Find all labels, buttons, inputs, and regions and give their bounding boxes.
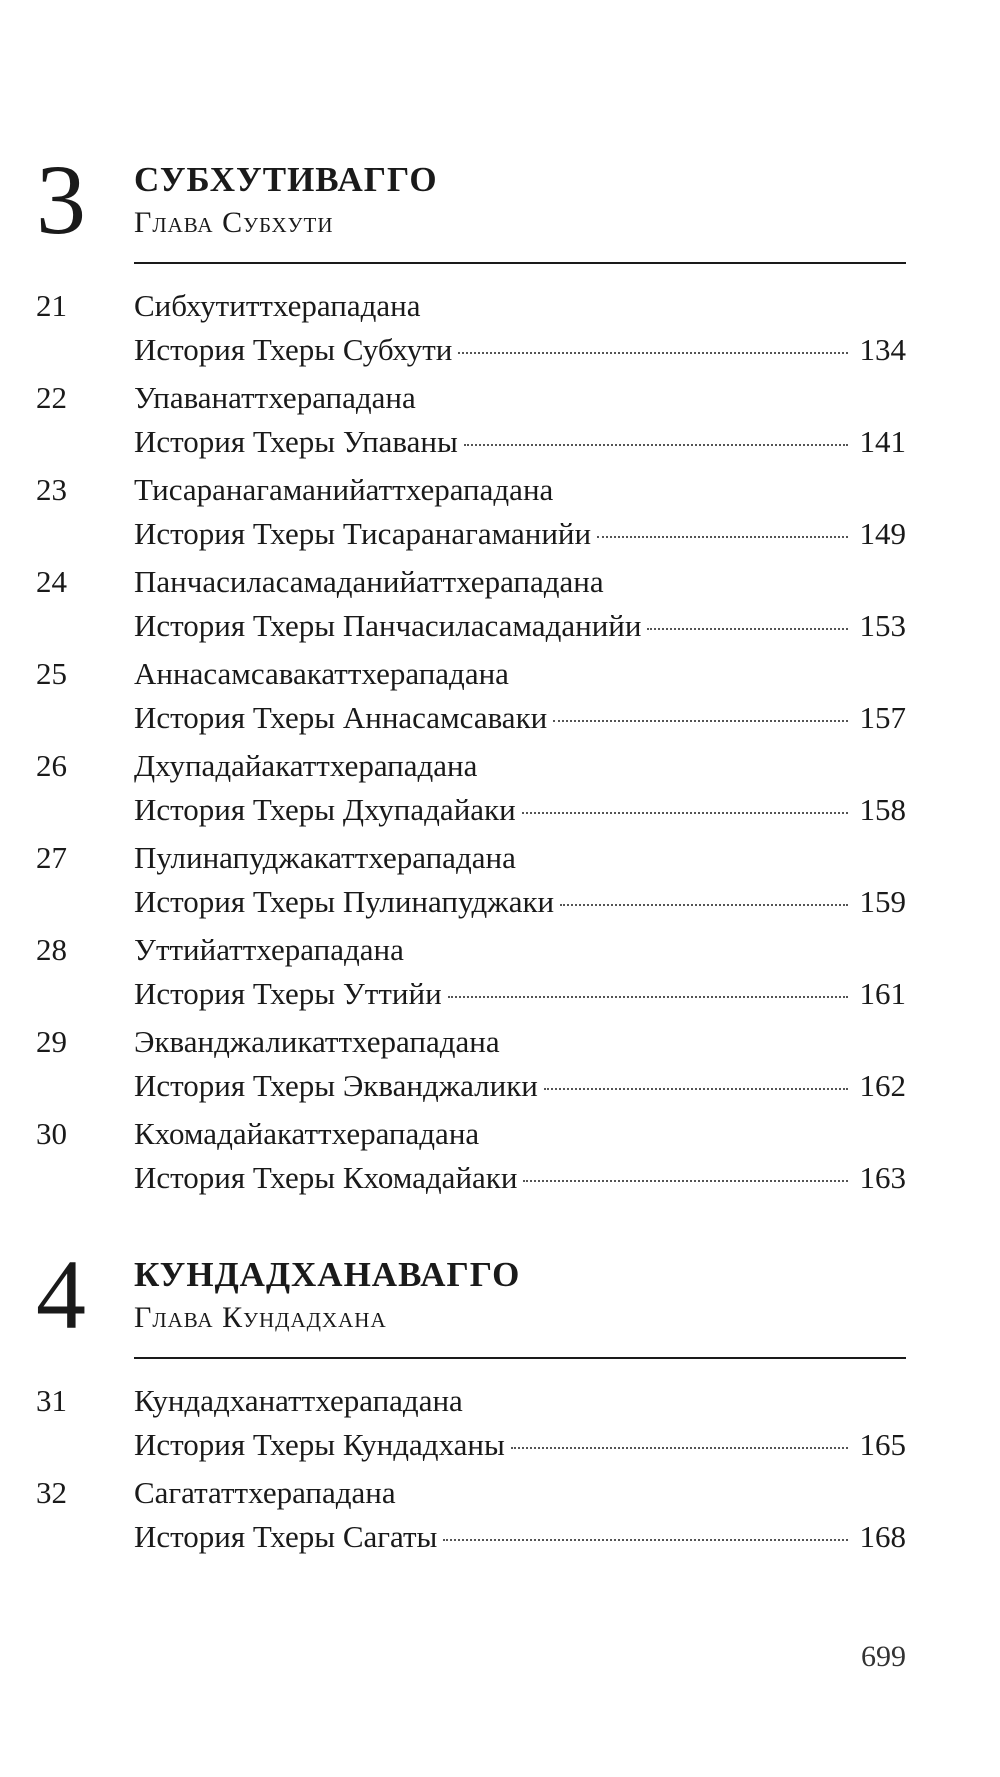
entry-number: 26 [36, 748, 67, 783]
entry-line [134, 606, 906, 646]
dot-leader [458, 352, 847, 354]
entry-line [134, 1066, 906, 1106]
toc-entry[interactable] [36, 926, 906, 1018]
entry-number: 21 [36, 288, 67, 323]
toc-entry[interactable] [36, 1469, 906, 1561]
entry-russian-title: История Тхеры Кундадханы [134, 1427, 505, 1462]
toc-section-4 [36, 1239, 906, 1561]
dot-leader [511, 1447, 848, 1449]
dot-leader [522, 812, 848, 814]
entry-russian-title: История Тхеры Упаваны [134, 424, 458, 459]
entry-line [134, 514, 906, 554]
entry-page-number: 134 [859, 332, 906, 367]
entry-page-number: 158 [859, 792, 906, 827]
toc-entry[interactable] [36, 650, 906, 742]
entry-russian-title: История Тхеры Дхупадайаки [134, 792, 516, 827]
entry-pali-title: Пулинапуджакаттхерападана [134, 840, 516, 875]
entry-number: 30 [36, 1116, 67, 1151]
entry-number: 32 [36, 1475, 67, 1510]
entry-list [36, 1377, 906, 1561]
entry-line [134, 1158, 906, 1198]
section-header [36, 144, 906, 268]
dot-leader [448, 996, 848, 998]
entry-list [36, 282, 906, 1202]
entry-russian-title: История Тхеры Сагаты [134, 1519, 438, 1554]
entry-russian-title: История Тхеры Панчасиласамаданийи [134, 608, 642, 643]
toc-section-3 [36, 144, 906, 1202]
toc-entry[interactable] [36, 834, 906, 926]
entry-line [134, 698, 906, 738]
toc-entry[interactable] [36, 742, 906, 834]
toc-entry[interactable] [36, 374, 906, 466]
entry-page-number: 162 [859, 1068, 906, 1103]
entry-page-number: 163 [859, 1160, 906, 1195]
entry-line [134, 330, 906, 370]
entry-pali-title: Панчасиласамаданийаттхерападана [134, 564, 604, 599]
toc-entry[interactable] [36, 282, 906, 374]
toc-entry[interactable] [36, 558, 906, 650]
entry-page-number: 153 [859, 608, 906, 643]
entry-line [134, 1517, 906, 1557]
entry-pali-title: Тисаранагаманийаттхерападана [134, 472, 554, 507]
section-subtitle: Глава Кундадхана [134, 1301, 387, 1334]
entry-pali-title: Дхупадайакаттхерападана [134, 748, 478, 783]
entry-pali-title: Аннасамсавакаттхерападана [134, 656, 509, 691]
entry-russian-title: История Тхеры Аннасамсаваки [134, 700, 548, 735]
dot-leader [443, 1539, 847, 1541]
entry-number: 24 [36, 564, 67, 599]
toc-entry[interactable] [36, 466, 906, 558]
entry-line [134, 1425, 906, 1465]
toc-entry[interactable] [36, 1110, 906, 1202]
entry-russian-title: История Тхеры Пулинапуджаки [134, 884, 555, 919]
dot-leader [560, 904, 847, 906]
section-divider [134, 1357, 906, 1359]
entry-page-number: 168 [859, 1519, 906, 1554]
entry-number: 25 [36, 656, 67, 691]
entry-pali-title: Уттийаттхерападана [134, 932, 404, 967]
dot-leader [597, 536, 847, 538]
entry-russian-title: История Тхеры Экванджалики [134, 1068, 538, 1103]
entry-pali-title: Сибхутиттхерападана [134, 288, 421, 323]
entry-pali-title: Кхомадайакаттхерападана [134, 1116, 480, 1151]
section-number: 4 [36, 1239, 86, 1350]
entry-page-number: 141 [859, 424, 906, 459]
entry-number: 29 [36, 1024, 67, 1059]
entry-pali-title: Сагататтхерападана [134, 1475, 396, 1510]
entry-page-number: 159 [859, 884, 906, 919]
dot-leader [523, 1180, 847, 1182]
entry-page-number: 165 [859, 1427, 906, 1462]
entry-number: 31 [36, 1383, 67, 1418]
section-title: СУБХУТИВАГГО [134, 160, 438, 199]
dot-leader [553, 720, 847, 722]
section-subtitle: Глава Субхути [134, 206, 334, 239]
entry-number: 23 [36, 472, 67, 507]
entry-pali-title: Кундадханаттхерападана [134, 1383, 463, 1418]
entry-page-number: 149 [859, 516, 906, 551]
section-header [36, 1239, 906, 1363]
entry-pali-title: Упаванаттхерападана [134, 380, 416, 415]
entry-russian-title: История Тхеры Кхомадайаки [134, 1160, 518, 1195]
entry-line [134, 422, 906, 462]
entry-line [134, 974, 906, 1014]
section-title: КУНДАДХАНАВАГГО [134, 1255, 521, 1294]
toc-entry[interactable] [36, 1377, 906, 1469]
entry-russian-title: История Тхеры Субхути [134, 332, 453, 367]
entry-russian-title: История Тхеры Тисаранагаманийи [134, 516, 592, 551]
toc-entry[interactable] [36, 1018, 906, 1110]
entry-line [134, 790, 906, 830]
entry-number: 27 [36, 840, 67, 875]
dot-leader [464, 444, 848, 446]
entry-pali-title: Экванджаликаттхерападана [134, 1024, 500, 1059]
entry-page-number: 161 [859, 976, 906, 1011]
page-number: 699 [861, 1640, 906, 1673]
section-number: 3 [36, 144, 86, 255]
entry-number: 28 [36, 932, 67, 967]
entry-russian-title: История Тхеры Уттийи [134, 976, 442, 1011]
entry-page-number: 157 [859, 700, 906, 735]
dot-leader [544, 1088, 848, 1090]
entry-line [134, 882, 906, 922]
section-divider [134, 262, 906, 264]
entry-number: 22 [36, 380, 67, 415]
dot-leader [647, 628, 847, 630]
